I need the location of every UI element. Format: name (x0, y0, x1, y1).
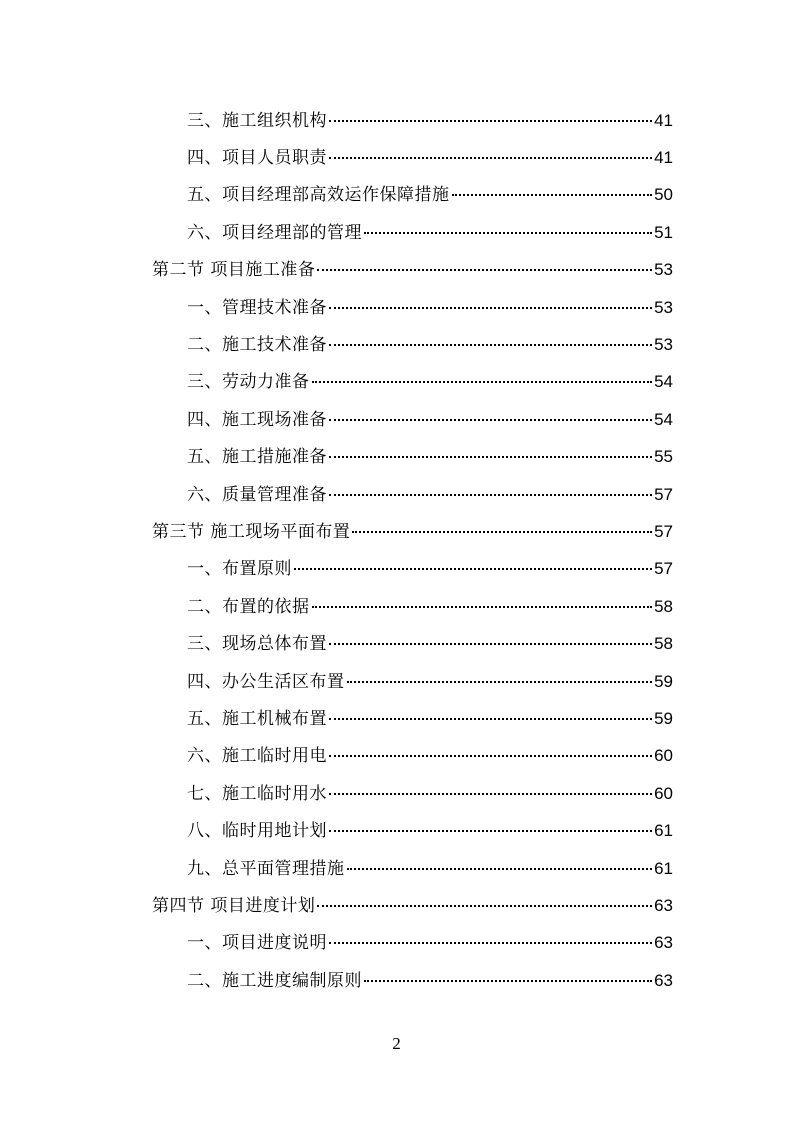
toc-entry-content (187, 859, 673, 879)
toc-entry-content (187, 597, 673, 617)
toc-entry-page-number: 50 (654, 185, 673, 205)
toc-entry-page-number: 57 (654, 521, 673, 541)
toc-entry-content (187, 148, 673, 168)
toc-entry-page-number: 63 (654, 933, 673, 953)
toc-entry-title: 一、布置原则 (187, 559, 292, 580)
toc-entry-content (152, 260, 673, 280)
toc-subsection-entry[interactable] (0, 700, 793, 737)
toc-entry-title: 三、施工组织机构 (187, 110, 327, 131)
toc-entry-page-number: 61 (654, 821, 673, 841)
toc-entry-page-number: 54 (654, 409, 673, 429)
toc-entry-content (187, 485, 673, 505)
toc-entry-page-number: 58 (654, 596, 673, 616)
toc-entry-page-number: 54 (654, 372, 673, 392)
toc-entry-title: 八、临时用地计划 (187, 821, 327, 842)
toc-subsection-entry[interactable] (0, 439, 793, 476)
toc-subsection-entry[interactable] (0, 850, 793, 887)
toc-subsection-entry[interactable] (0, 925, 793, 962)
toc-dot-leader (312, 606, 653, 608)
toc-subsection-entry[interactable] (0, 625, 793, 662)
toc-entry-page-number: 63 (654, 895, 673, 915)
toc-dot-leader (317, 905, 652, 907)
toc-dot-leader (329, 307, 652, 309)
toc-entry-content (187, 335, 673, 355)
toc-entry-title: 七、施工临时用水 (187, 783, 327, 804)
toc-dot-leader (452, 194, 653, 196)
toc-subsection-entry[interactable] (0, 326, 793, 363)
toc-entry-page-number: 59 (654, 708, 673, 728)
toc-dot-leader (364, 980, 652, 982)
toc-entry-page-number: 55 (654, 447, 673, 467)
toc-subsection-entry[interactable] (0, 476, 793, 513)
toc-entry-content (187, 971, 673, 991)
toc-entry-content (187, 372, 673, 392)
toc-dot-leader (329, 793, 652, 795)
table-of-contents (0, 102, 793, 999)
toc-subsection-entry[interactable] (0, 738, 793, 775)
toc-subsection-entry[interactable] (0, 588, 793, 625)
toc-dot-leader (329, 830, 652, 832)
toc-entry-title: 第二节 项目施工准备 (152, 260, 316, 281)
toc-dot-leader (329, 157, 652, 159)
toc-entry-title: 四、项目人员职责 (187, 148, 327, 169)
toc-subsection-entry[interactable] (0, 962, 793, 999)
toc-dot-leader (347, 681, 653, 683)
toc-entry-content (187, 709, 673, 729)
toc-entry-content (187, 223, 673, 243)
toc-dot-leader (294, 568, 652, 570)
toc-subsection-entry[interactable] (0, 364, 793, 401)
toc-entry-title: 一、项目进度说明 (187, 933, 327, 954)
toc-entry-title: 三、现场总体布置 (187, 634, 327, 655)
toc-entry-title: 六、质量管理准备 (187, 484, 327, 505)
toc-entry-page-number: 53 (654, 260, 673, 280)
toc-dot-leader (329, 419, 652, 421)
toc-subsection-entry[interactable] (0, 401, 793, 438)
toc-dot-leader (329, 120, 652, 122)
toc-subsection-entry[interactable] (0, 663, 793, 700)
toc-dot-leader (329, 344, 652, 346)
toc-entry-title: 三、劳动力准备 (187, 372, 310, 393)
toc-entry-title: 四、办公生活区布置 (187, 671, 345, 692)
toc-entry-content (187, 746, 673, 766)
toc-dot-leader (329, 456, 652, 458)
toc-entry-content (187, 111, 673, 131)
toc-entry-page-number: 41 (654, 110, 673, 130)
toc-entry-page-number: 58 (654, 634, 673, 654)
toc-dot-leader (329, 494, 652, 496)
toc-entry-title: 第四节 项目进度计划 (152, 895, 316, 916)
toc-entry-title: 五、施工机械布置 (187, 708, 327, 729)
toc-entry-content (187, 784, 673, 804)
toc-entry-title: 二、施工技术准备 (187, 335, 327, 356)
toc-subsection-entry[interactable] (0, 139, 793, 176)
toc-entry-title: 一、管理技术准备 (187, 297, 327, 318)
toc-subsection-entry[interactable] (0, 177, 793, 214)
toc-entry-content (187, 447, 673, 467)
toc-dot-leader (312, 381, 653, 383)
toc-dot-leader (329, 718, 652, 720)
toc-entry-page-number: 60 (654, 746, 673, 766)
toc-entry-page-number: 59 (654, 671, 673, 691)
toc-entry-content (187, 821, 673, 841)
toc-subsection-entry[interactable] (0, 289, 793, 326)
toc-dot-leader (329, 942, 652, 944)
toc-section-entry[interactable] (0, 887, 793, 924)
toc-section-entry[interactable] (0, 252, 793, 289)
toc-entry-title: 第三节 施工现场平面布置 (152, 521, 351, 542)
toc-entry-content (187, 559, 673, 579)
toc-entry-page-number: 51 (654, 222, 673, 242)
toc-entry-content (187, 298, 673, 318)
toc-entry-content (187, 933, 673, 953)
toc-entry-title: 五、项目经理部高效运作保障措施 (187, 185, 450, 206)
toc-entry-page-number: 53 (654, 297, 673, 317)
toc-entry-page-number: 53 (654, 335, 673, 355)
toc-entry-content (187, 185, 673, 205)
toc-entry-page-number: 60 (654, 783, 673, 803)
toc-dot-leader (329, 643, 652, 645)
toc-entry-content (187, 410, 673, 430)
toc-entry-content (187, 672, 673, 692)
toc-dot-leader (329, 755, 652, 757)
toc-subsection-entry[interactable] (0, 812, 793, 849)
toc-dot-leader (364, 232, 652, 234)
toc-entry-page-number: 63 (654, 970, 673, 990)
page-number: 2 (392, 1034, 401, 1053)
toc-entry-content (152, 896, 673, 916)
toc-entry-title: 六、项目经理部的管理 (187, 222, 362, 243)
toc-entry-page-number: 61 (654, 858, 673, 878)
toc-entry-title: 六、施工临时用电 (187, 746, 327, 767)
toc-dot-leader (347, 868, 653, 870)
toc-entry-content (152, 522, 673, 542)
toc-subsection-entry[interactable] (0, 214, 793, 251)
toc-entry-page-number: 41 (654, 148, 673, 168)
toc-subsection-entry[interactable] (0, 775, 793, 812)
toc-entry-content (187, 634, 673, 654)
toc-subsection-entry[interactable] (0, 102, 793, 139)
toc-entry-page-number: 57 (654, 559, 673, 579)
toc-dot-leader (317, 269, 652, 271)
toc-section-entry[interactable] (0, 513, 793, 550)
toc-entry-title: 九、总平面管理措施 (187, 858, 345, 879)
toc-entry-title: 五、施工措施准备 (187, 447, 327, 468)
toc-entry-page-number: 57 (654, 484, 673, 504)
toc-dot-leader (352, 531, 652, 533)
toc-subsection-entry[interactable] (0, 551, 793, 588)
toc-entry-title: 四、施工现场准备 (187, 409, 327, 430)
toc-entry-title: 二、施工进度编制原则 (187, 970, 362, 991)
toc-entry-title: 二、布置的依据 (187, 596, 310, 617)
